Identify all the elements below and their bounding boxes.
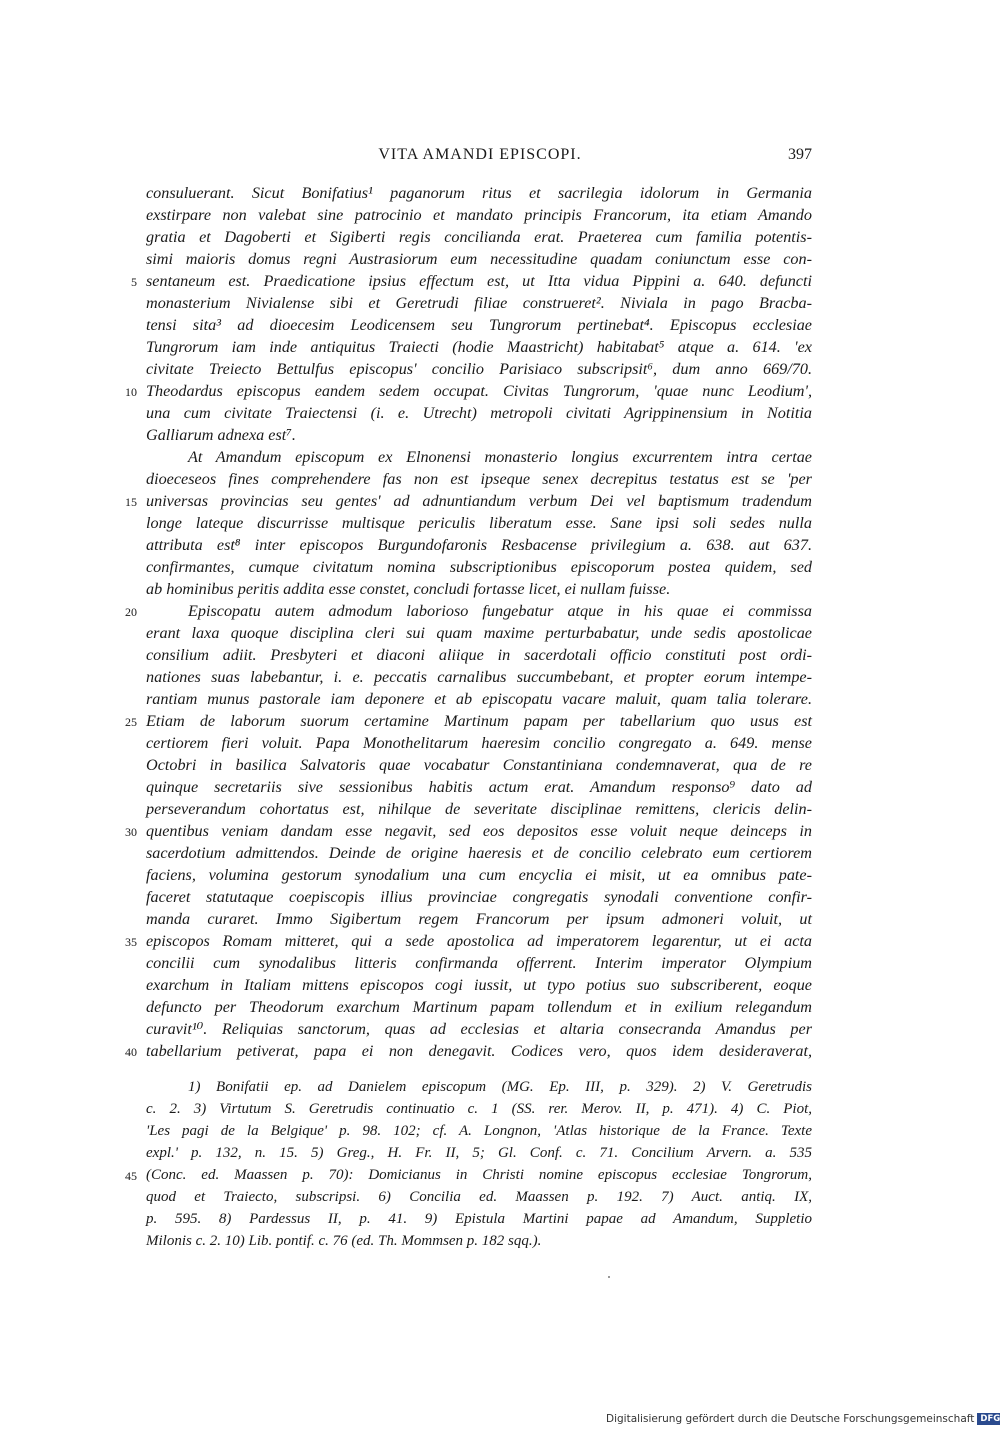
- text-line: monasterium Nivialense sibi et Geretrudi filiae construeret². Niviala in pago Bracba-: [146, 294, 812, 312]
- digitization-text: Digitalisierung gefördert durch die Deutsche Forschungsgemeinschaft: [606, 1413, 975, 1425]
- running-title: VITA AMANDI EPISCOPI.: [378, 146, 582, 163]
- text-line: episcopos Romam mitteret, qui a sede apostolica ad imperatorem legarentur, ut ei acta: [146, 932, 812, 950]
- text-line: Octobri in basilica Salvatoris quae vocabatur Constantiniana condemnaverat, qua de re: [146, 756, 812, 774]
- footnote-line: 'Les pagi de la Belgique' p. 98. 102; cf. A. Longnon, 'Atlas historique de la France. Texte: [146, 1123, 812, 1139]
- footnote-line: 1) Bonifatii ep. ad Danielem episcopum (MG. Ep. III, p. 329). 2) V. Geretrudis: [188, 1079, 812, 1095]
- text-line: tabellarium petiverat, papa ei non denegavit. Codices vero, quos idem desideraverat,: [146, 1042, 812, 1060]
- digitization-notice: [606, 1413, 1000, 1425]
- line-number: 45: [125, 1169, 137, 1183]
- text-line: sacerdotium admittendos. Deinde de origine haeresis et de concilio celebrato eum certiorem: [146, 844, 812, 862]
- line-number: 5: [131, 275, 137, 289]
- text-line: nationes suas labebantur, i. e. peccatis carnalibus succumbebant, et propter eorum intempe-: [146, 668, 812, 686]
- footnote-line: quod et Traiecto, subscripsi. 6) Concilia ed. Maassen p. 192. 7) Auct. antiq. IX,: [146, 1189, 812, 1205]
- line-number: 10: [125, 385, 137, 399]
- text-line: dioeceseos fines comprehendere fas non est ipseque senex decrepitus testatus est se 'per: [146, 470, 812, 488]
- text-line: civitate Treiecto Bettulfus episcopus' concilio Parisiaco subscripsit⁶, dum anno 669/70.: [146, 360, 812, 378]
- text-line: exstirpare non valebat sine patrocinio et mandato principis Francorum, ita etiam Amando: [146, 206, 812, 224]
- line-number: 20: [125, 605, 137, 619]
- text-line: rantiam munus pastorale iam deponere et ab episcopatu vacare maluit, quam talia tolerare.: [146, 690, 812, 708]
- text-line: manda curaret. Immo Sigibertum regem Francorum per ipsum admoneri voluit, ut: [146, 910, 812, 928]
- line-number: 40: [125, 1045, 137, 1059]
- text-line: Galliarum adnexa est⁷.: [146, 426, 296, 444]
- text-line: erant laxa quoque disciplina cleri sui quam maxime perturbabatur, unde sedis apostolicae: [146, 624, 812, 642]
- line-number: 30: [125, 825, 137, 839]
- text-line: Etiam de laborum suorum certamine Martinum papam per tabellarium quo usus est: [146, 712, 812, 730]
- text-line: simi maioris domus regni Austrasiorum eum necessitudine quadam coniunctum esse con-: [146, 250, 812, 268]
- text-line: consilium adiit. Presbyteri et diaconi aliique in sacerdotali officio constituti post ordi-: [146, 646, 812, 664]
- text-line: quinque secretariis sive sessionibus habitis actum erat. Amandum responso⁹ dato ad: [146, 778, 812, 796]
- text-line: faciens, volumina gestorum synodalium una cum encyclia ei misit, ut ea omnibus pate-: [146, 866, 812, 884]
- text-line: faceret statutaque coepiscopis illius provinciae congregatis synodali conventione confir-: [146, 888, 812, 906]
- text-line: universas provincias seu gentes' ad adnuntiandum verbum Dei vel baptismum tradendum: [146, 492, 812, 510]
- text-line: Episcopatu autem admodum laborioso fungebatur atque in his quae ei commissa: [188, 602, 812, 620]
- speck: [608, 1276, 610, 1278]
- footnote-line: (Conc. ed. Maassen p. 70): Domicianus in Christi nomine episcopus ecclesiae Tongrorum,: [146, 1167, 812, 1183]
- footnote-line: Milonis c. 2. 10) Lib. pontif. c. 76 (ed. Th. Mommsen p. 182 sqq.).: [146, 1233, 542, 1249]
- line-number: 35: [125, 935, 137, 949]
- text-line: consuluerant. Sicut Bonifatius¹ paganorum ritus et sacrilegia idolorum in Germania: [146, 184, 812, 202]
- text-line: exarchum in Italiam mittens episcopos cogi iussit, ut typo potius suo subscriberent, eoque: [146, 976, 812, 994]
- dfg-logo: DFG: [977, 1413, 1000, 1425]
- text-line: gratia et Dagoberti et Sigiberti regis concilianda erat. Praeterea cum familia potentis-: [146, 228, 812, 246]
- text-line: perseverandum cohortatus est, nihilque de severitate disciplinae remittens, clericis delin-: [146, 800, 812, 818]
- page-number: 397: [788, 146, 812, 163]
- text-line: Tungrorum iam inde antiquitus Traiecti (hodie Maastricht) habitabat⁵ atque a. 614. 'ex: [146, 338, 812, 356]
- text-line: tensi sita³ ad dioecesim Leodicensem seu Tungrorum pertinebat⁴. Episcopus ecclesiae: [146, 316, 812, 334]
- footnote-line: expl.' p. 132, n. 15. 5) Greg., H. Fr. II, 5; Gl. Conf. c. 71. Concilium Arvern. a. 535: [146, 1145, 812, 1161]
- line-number: 25: [125, 715, 137, 729]
- text-line: ab hominibus peritis addita esse constet, concludi fortasse licet, ei nullam fuisse.: [146, 580, 671, 598]
- text-line: certiorem fieri voluit. Papa Monothelitarum haeresim concilio congregato a. 649. mense: [146, 734, 812, 752]
- text-line: confirmantes, cumque civitatum nomina subscriptionibus episcoporum postea quidem, sed: [146, 558, 812, 576]
- text-line: concilii cum synodalibus litteris confirmanda offerrent. Interim imperator Olympium: [146, 954, 812, 972]
- text-line: Theodardus episcopus eandem sedem occupat. Civitas Tungrorum, 'quae nunc Leodium',: [146, 382, 812, 400]
- text-line: sentaneum est. Praedicatione ipsius effectum est, ut Itta vidua Pippini a. 640. defuncti: [146, 272, 812, 290]
- text-line: longe lateque discurrisse multisque periculis liberatum esse. Sane ipsi soli sedes nulla: [146, 514, 812, 532]
- footnote-line: p. 595. 8) Pardessus II, p. 41. 9) Epistula Martini papae ad Amandum, Suppletio: [146, 1211, 812, 1227]
- text-line: At Amandum episcopum ex Elnonensi monasterio longius excurrentem intra certae: [188, 448, 812, 466]
- text-line: curavit¹⁰. Reliquias sanctorum, quas ad ecclesias et altaria consecranda Amandus per: [146, 1020, 812, 1038]
- text-line: defuncto per Theodorum exarchum Martinum papam tollendum et in exilium relegandum: [146, 998, 812, 1016]
- text-line: quentibus veniam dandam esse negavit, sed eos depositos esse voluit neque deinceps in: [146, 822, 812, 840]
- line-number: 15: [125, 495, 137, 509]
- text-line: attributa est⁸ inter episcopos Burgundofaronis Resbacense privilegium a. 638. aut 637.: [146, 536, 812, 554]
- text-line: una cum civitate Traiectensi (i. e. Utrecht) metropoli civitati Agrippinensium in Notitia: [146, 404, 812, 422]
- running-header: [146, 146, 814, 170]
- footnote-line: c. 2. 3) Virtutum S. Geretrudis continuatio c. 1 (SS. rer. Merov. II, p. 471). 4) C. Piot,: [146, 1101, 812, 1117]
